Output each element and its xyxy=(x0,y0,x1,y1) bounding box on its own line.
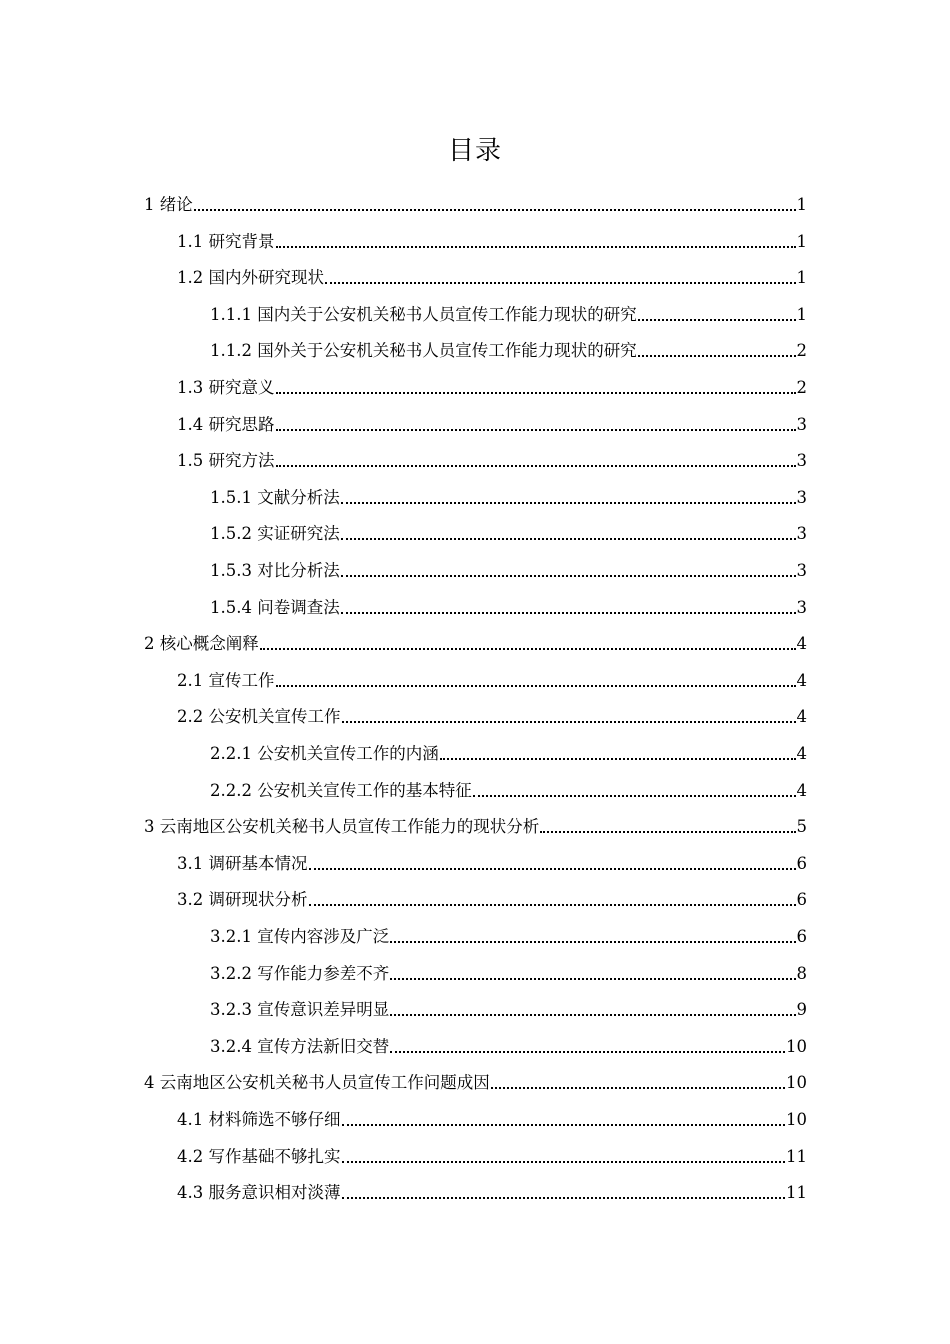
toc-entry-page-number: 1 xyxy=(796,305,807,324)
toc-entry-page-number: 5 xyxy=(796,817,807,836)
toc-entry-label: 3.2.2 写作能力参差不齐 xyxy=(210,964,390,983)
toc-entry-page-number: 4 xyxy=(796,707,807,726)
toc-entry-page-number: 10 xyxy=(786,1037,807,1056)
toc-entry-page-number: 3 xyxy=(796,598,807,617)
toc-entry-label: 4 云南地区公安机关秘书人员宣传工作问题成因 xyxy=(144,1073,490,1092)
toc-dot-leader xyxy=(342,1161,786,1163)
toc-entry-label: 1.5.1 文献分析法 xyxy=(210,488,340,507)
toc-dot-leader xyxy=(342,1124,786,1126)
toc-entry-label: 2.1 宣传工作 xyxy=(177,671,275,690)
toc-entry[interactable] xyxy=(177,1142,807,1168)
toc-dot-leader xyxy=(491,1087,785,1089)
toc-entry[interactable] xyxy=(210,336,807,362)
toc-entry[interactable] xyxy=(177,1178,807,1204)
toc-entry-label: 2.2 公安机关宣传工作 xyxy=(177,707,341,726)
toc-entry-page-number: 3 xyxy=(796,561,807,580)
toc-dot-leader xyxy=(638,355,796,357)
toc-entry-page-number: 6 xyxy=(796,854,807,873)
toc-entry[interactable] xyxy=(210,959,807,985)
toc-dot-leader xyxy=(325,282,796,284)
toc-entry-label: 1.3 研究意义 xyxy=(177,378,275,397)
toc-entry-page-number: 2 xyxy=(796,341,807,360)
toc-entry-page-number: 2 xyxy=(796,378,807,397)
toc-dot-leader xyxy=(440,758,796,760)
toc-entry-page-number: 4 xyxy=(796,781,807,800)
toc-entry-label: 1.5.3 对比分析法 xyxy=(210,561,340,580)
toc-entry[interactable] xyxy=(210,300,807,326)
toc-entry[interactable] xyxy=(210,519,807,545)
toc-entry-page-number: 11 xyxy=(786,1183,807,1202)
toc-entry-label: 3.2.1 宣传内容涉及广泛 xyxy=(210,927,390,946)
toc-entry-label: 3.2.3 宣传意识差异明显 xyxy=(210,1000,390,1019)
toc-dot-leader xyxy=(540,831,795,833)
toc-entry[interactable] xyxy=(177,849,807,875)
toc-entry-page-number: 10 xyxy=(786,1073,807,1092)
toc-entry-page-number: 1 xyxy=(796,195,807,214)
toc-entry-label: 1.2 国内外研究现状 xyxy=(177,268,324,287)
toc-entry[interactable] xyxy=(144,629,807,655)
toc-entry-label: 3 云南地区公安机关秘书人员宣传工作能力的现状分析 xyxy=(144,817,540,836)
toc-entry[interactable] xyxy=(144,1068,807,1094)
toc-entry-page-number: 6 xyxy=(796,927,807,946)
toc-dot-leader xyxy=(309,904,796,906)
toc-dot-leader xyxy=(390,978,795,980)
toc-entry[interactable] xyxy=(177,1105,807,1131)
toc-dot-leader xyxy=(342,721,796,723)
toc-entry[interactable] xyxy=(210,776,807,802)
toc-entry-label: 4.3 服务意识相对淡薄 xyxy=(177,1183,341,1202)
toc-entry-page-number: 3 xyxy=(796,524,807,543)
toc-entry-label: 1.4 研究思路 xyxy=(177,415,275,434)
toc-entry[interactable] xyxy=(177,263,807,289)
toc-entry[interactable] xyxy=(177,410,807,436)
toc-entry-label: 2.2.2 公安机关宣传工作的基本特征 xyxy=(210,781,472,800)
toc-entry[interactable] xyxy=(210,483,807,509)
toc-entry[interactable] xyxy=(177,227,807,253)
toc-entry[interactable] xyxy=(177,446,807,472)
toc-entry[interactable] xyxy=(144,190,807,216)
toc-entry-page-number: 8 xyxy=(796,964,807,983)
toc-entry-label: 3.2.4 宣传方法新旧交替 xyxy=(210,1037,390,1056)
toc-dot-leader xyxy=(390,1014,795,1016)
toc-entry-label: 1.1 研究背景 xyxy=(177,232,275,251)
toc-entry-label: 1 绪论 xyxy=(144,195,193,214)
toc-entry-label: 2 核心概念阐释 xyxy=(144,634,259,653)
toc-entry-label: 2.2.1 公安机关宣传工作的内涵 xyxy=(210,744,439,763)
toc-entry[interactable] xyxy=(177,666,807,692)
toc-entry-page-number: 10 xyxy=(786,1110,807,1129)
toc-dot-leader xyxy=(342,1197,786,1199)
toc-dot-leader xyxy=(276,465,796,467)
toc-entry-page-number: 1 xyxy=(796,268,807,287)
toc-dot-leader xyxy=(194,209,796,211)
toc-dot-leader xyxy=(341,538,796,540)
toc-entry-page-number: 6 xyxy=(796,890,807,909)
toc-title: 目录 xyxy=(447,136,502,166)
toc-entry[interactable] xyxy=(177,702,807,728)
toc-dot-leader xyxy=(276,392,796,394)
toc-entry[interactable] xyxy=(210,739,807,765)
toc-entry[interactable] xyxy=(210,922,807,948)
toc-dot-leader xyxy=(341,575,796,577)
toc-entry-page-number: 3 xyxy=(796,415,807,434)
toc-dot-leader xyxy=(276,685,796,687)
toc-entry-label: 1.5.4 问卷调查法 xyxy=(210,598,340,617)
toc-entry-label: 4.2 写作基础不够扎实 xyxy=(177,1147,341,1166)
toc-entry[interactable] xyxy=(210,593,807,619)
toc-entry[interactable] xyxy=(210,556,807,582)
toc-entry-label: 3.1 调研基本情况 xyxy=(177,854,308,873)
toc-entry-page-number: 3 xyxy=(796,488,807,507)
toc-entry-page-number: 1 xyxy=(796,232,807,251)
toc-entry-label: 1.1.2 国外关于公安机关秘书人员宣传工作能力现状的研究 xyxy=(210,341,637,360)
toc-entry[interactable] xyxy=(177,885,807,911)
toc-entry-page-number: 4 xyxy=(796,671,807,690)
toc-dot-leader xyxy=(341,612,796,614)
toc-entry[interactable] xyxy=(210,995,807,1021)
toc-entry[interactable] xyxy=(177,373,807,399)
toc-entry-page-number: 4 xyxy=(796,634,807,653)
toc-dot-leader xyxy=(276,246,796,248)
toc-dot-leader xyxy=(473,795,796,797)
toc-dot-leader xyxy=(260,648,796,650)
toc-entry-label: 1.5 研究方法 xyxy=(177,451,275,470)
toc-entry-label: 1.1.1 国内关于公安机关秘书人员宣传工作能力现状的研究 xyxy=(210,305,637,324)
toc-entry[interactable] xyxy=(210,1032,807,1058)
toc-entry-label: 4.1 材料筛选不够仔细 xyxy=(177,1110,341,1129)
toc-dot-leader xyxy=(390,941,795,943)
toc-entry-label: 3.2 调研现状分析 xyxy=(177,890,308,909)
toc-entry-page-number: 11 xyxy=(786,1147,807,1166)
toc-dot-leader xyxy=(341,502,796,504)
toc-dot-leader xyxy=(276,429,796,431)
toc-entry-page-number: 9 xyxy=(796,1000,807,1019)
toc-dot-leader xyxy=(390,1051,785,1053)
toc-dot-leader xyxy=(638,319,796,321)
toc-entry-label: 1.5.2 实证研究法 xyxy=(210,524,340,543)
toc-entry-page-number: 4 xyxy=(796,744,807,763)
toc-entry-page-number: 3 xyxy=(796,451,807,470)
toc-entry[interactable] xyxy=(144,812,807,838)
toc-dot-leader xyxy=(309,868,796,870)
